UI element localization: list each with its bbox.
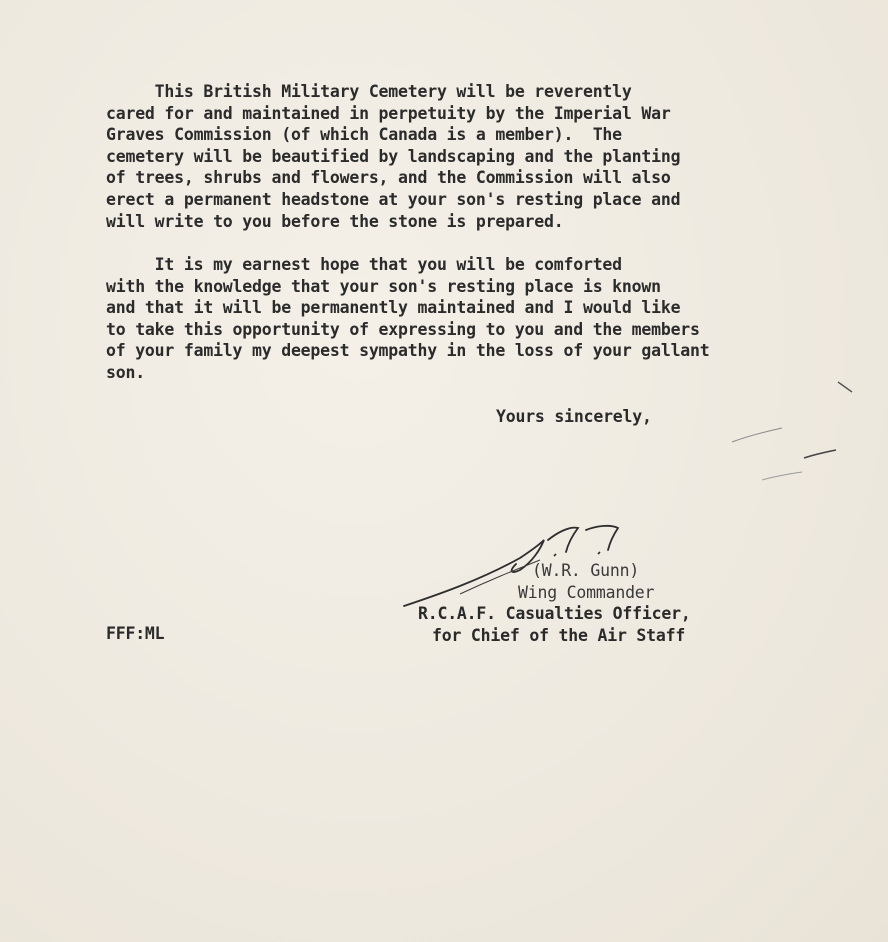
text-line: to take this opportunity of expressing to you and the members [106,319,700,339]
text-line: cared for and maintained in perpetuity by the Imperial War [106,103,671,123]
signer-for: for Chief of the Air Staff [432,625,686,645]
text-line: cemetery will be beautified by landscaping and the planting [106,146,681,166]
text-line: of your family my deepest sympathy in the loss of your gallant [106,341,710,361]
signer-rank: Wing Commander [518,582,655,602]
text-line: This British Military Cemetery will be reverently [106,82,632,101]
text-line: will write to you before the stone is prepared. [106,211,564,231]
closing-salutation: Yours sincerely, [496,407,652,426]
text-line: Graves Commission (of which Canada is a member). The [106,125,622,145]
pencil-mark [836,378,856,398]
signature-block [418,560,691,646]
paragraph-cemetery-care [106,81,786,232]
pencil-mark [728,420,788,450]
text-line: with the knowledge that your son's resting place is known [106,276,661,296]
pencil-mark [758,466,808,486]
reference-initials: FFF:ML [106,624,165,643]
text-line: and that it will be permanently maintained and I would like [106,298,681,318]
signer-name: (W.R. Gunn) [532,561,640,580]
text-line: erect a permanent headstone at your son's resting place and [106,189,681,209]
pencil-mark [800,444,840,464]
signer-office: R.C.A.F. Casualties Officer, [418,604,691,624]
text-line: son. [106,362,145,382]
text-line: It is my earnest hope that you will be comforted [106,255,622,274]
text-line: of trees, shrubs and flowers, and the Commission will also [106,168,671,188]
paragraph-sympathy [106,254,786,384]
